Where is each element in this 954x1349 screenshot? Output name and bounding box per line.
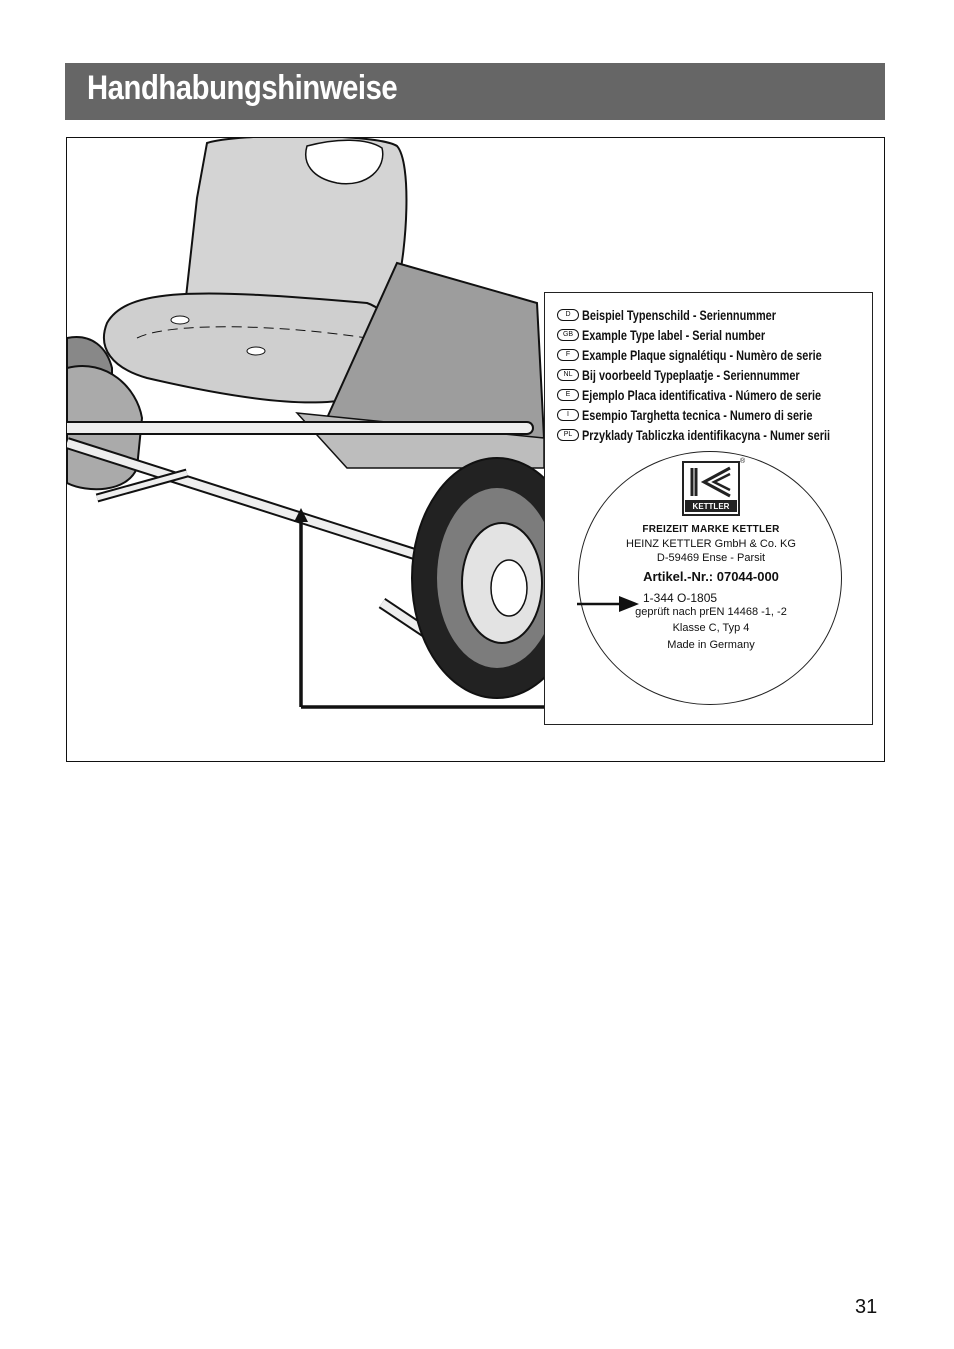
list-item <box>557 345 900 365</box>
language-badge: F <box>557 349 579 361</box>
logo-wordmark: KETTLER <box>692 502 730 511</box>
plate-standard: geprüft nach prEN 14468 -1, -2 <box>635 606 787 618</box>
plate-article-number: Artikel.-Nr.: 07044-000 <box>643 569 779 584</box>
language-list <box>557 305 900 445</box>
language-badge: NL <box>557 369 579 381</box>
plate-class: Klasse C, Typ 4 <box>672 622 750 634</box>
title-bar <box>65 63 885 120</box>
language-caption: Example Type label - Serial number <box>582 327 766 343</box>
language-badge: PL <box>557 429 579 441</box>
registered-mark: ® <box>740 458 746 465</box>
plate-origin: Made in Germany <box>667 639 755 651</box>
list-item <box>557 405 900 425</box>
illustration-frame <box>66 137 885 762</box>
language-caption: Beispiel Typenschild - Seriennummer <box>582 307 776 323</box>
plate-company: HEINZ KETTLER GmbH & Co. KG <box>626 538 796 550</box>
plate-serial-number: 1-344 O-1805 <box>643 591 718 605</box>
plate-address: D-59469 Ense - Parsit <box>656 552 766 564</box>
tricycle-illustration <box>67 138 544 760</box>
type-plate <box>578 451 842 705</box>
list-item <box>557 425 900 445</box>
serial-arrow-icon <box>577 596 641 612</box>
list-item <box>557 325 900 345</box>
page-number: 31 <box>855 1296 878 1318</box>
language-caption: Przyklady Tabliczka identifikacyna - Numer serii <box>582 427 831 443</box>
language-caption: Bij voorbeeld Typeplaatje - Seriennummer <box>582 367 800 383</box>
language-badge: I <box>557 409 579 421</box>
list-item <box>557 305 900 325</box>
language-caption: Example Plaque signalétiqu - Numèro de serie <box>582 347 822 363</box>
list-item <box>557 365 900 385</box>
kettler-logo-icon <box>684 463 738 514</box>
language-caption: Esempio Targhetta tecnica - Numero di serie <box>582 407 813 423</box>
list-item <box>557 385 900 405</box>
language-badge: E <box>557 389 579 401</box>
kettler-logo <box>682 461 740 516</box>
language-badge: D <box>557 309 579 321</box>
page-title: Handhabungshinweise <box>87 69 398 107</box>
language-caption: Ejemplo Placa identificativa - Número de serie <box>582 387 822 403</box>
type-label-box <box>544 292 873 725</box>
plate-brand: FREIZEIT MARKE KETTLER <box>642 524 780 535</box>
language-badge: GB <box>557 329 579 341</box>
